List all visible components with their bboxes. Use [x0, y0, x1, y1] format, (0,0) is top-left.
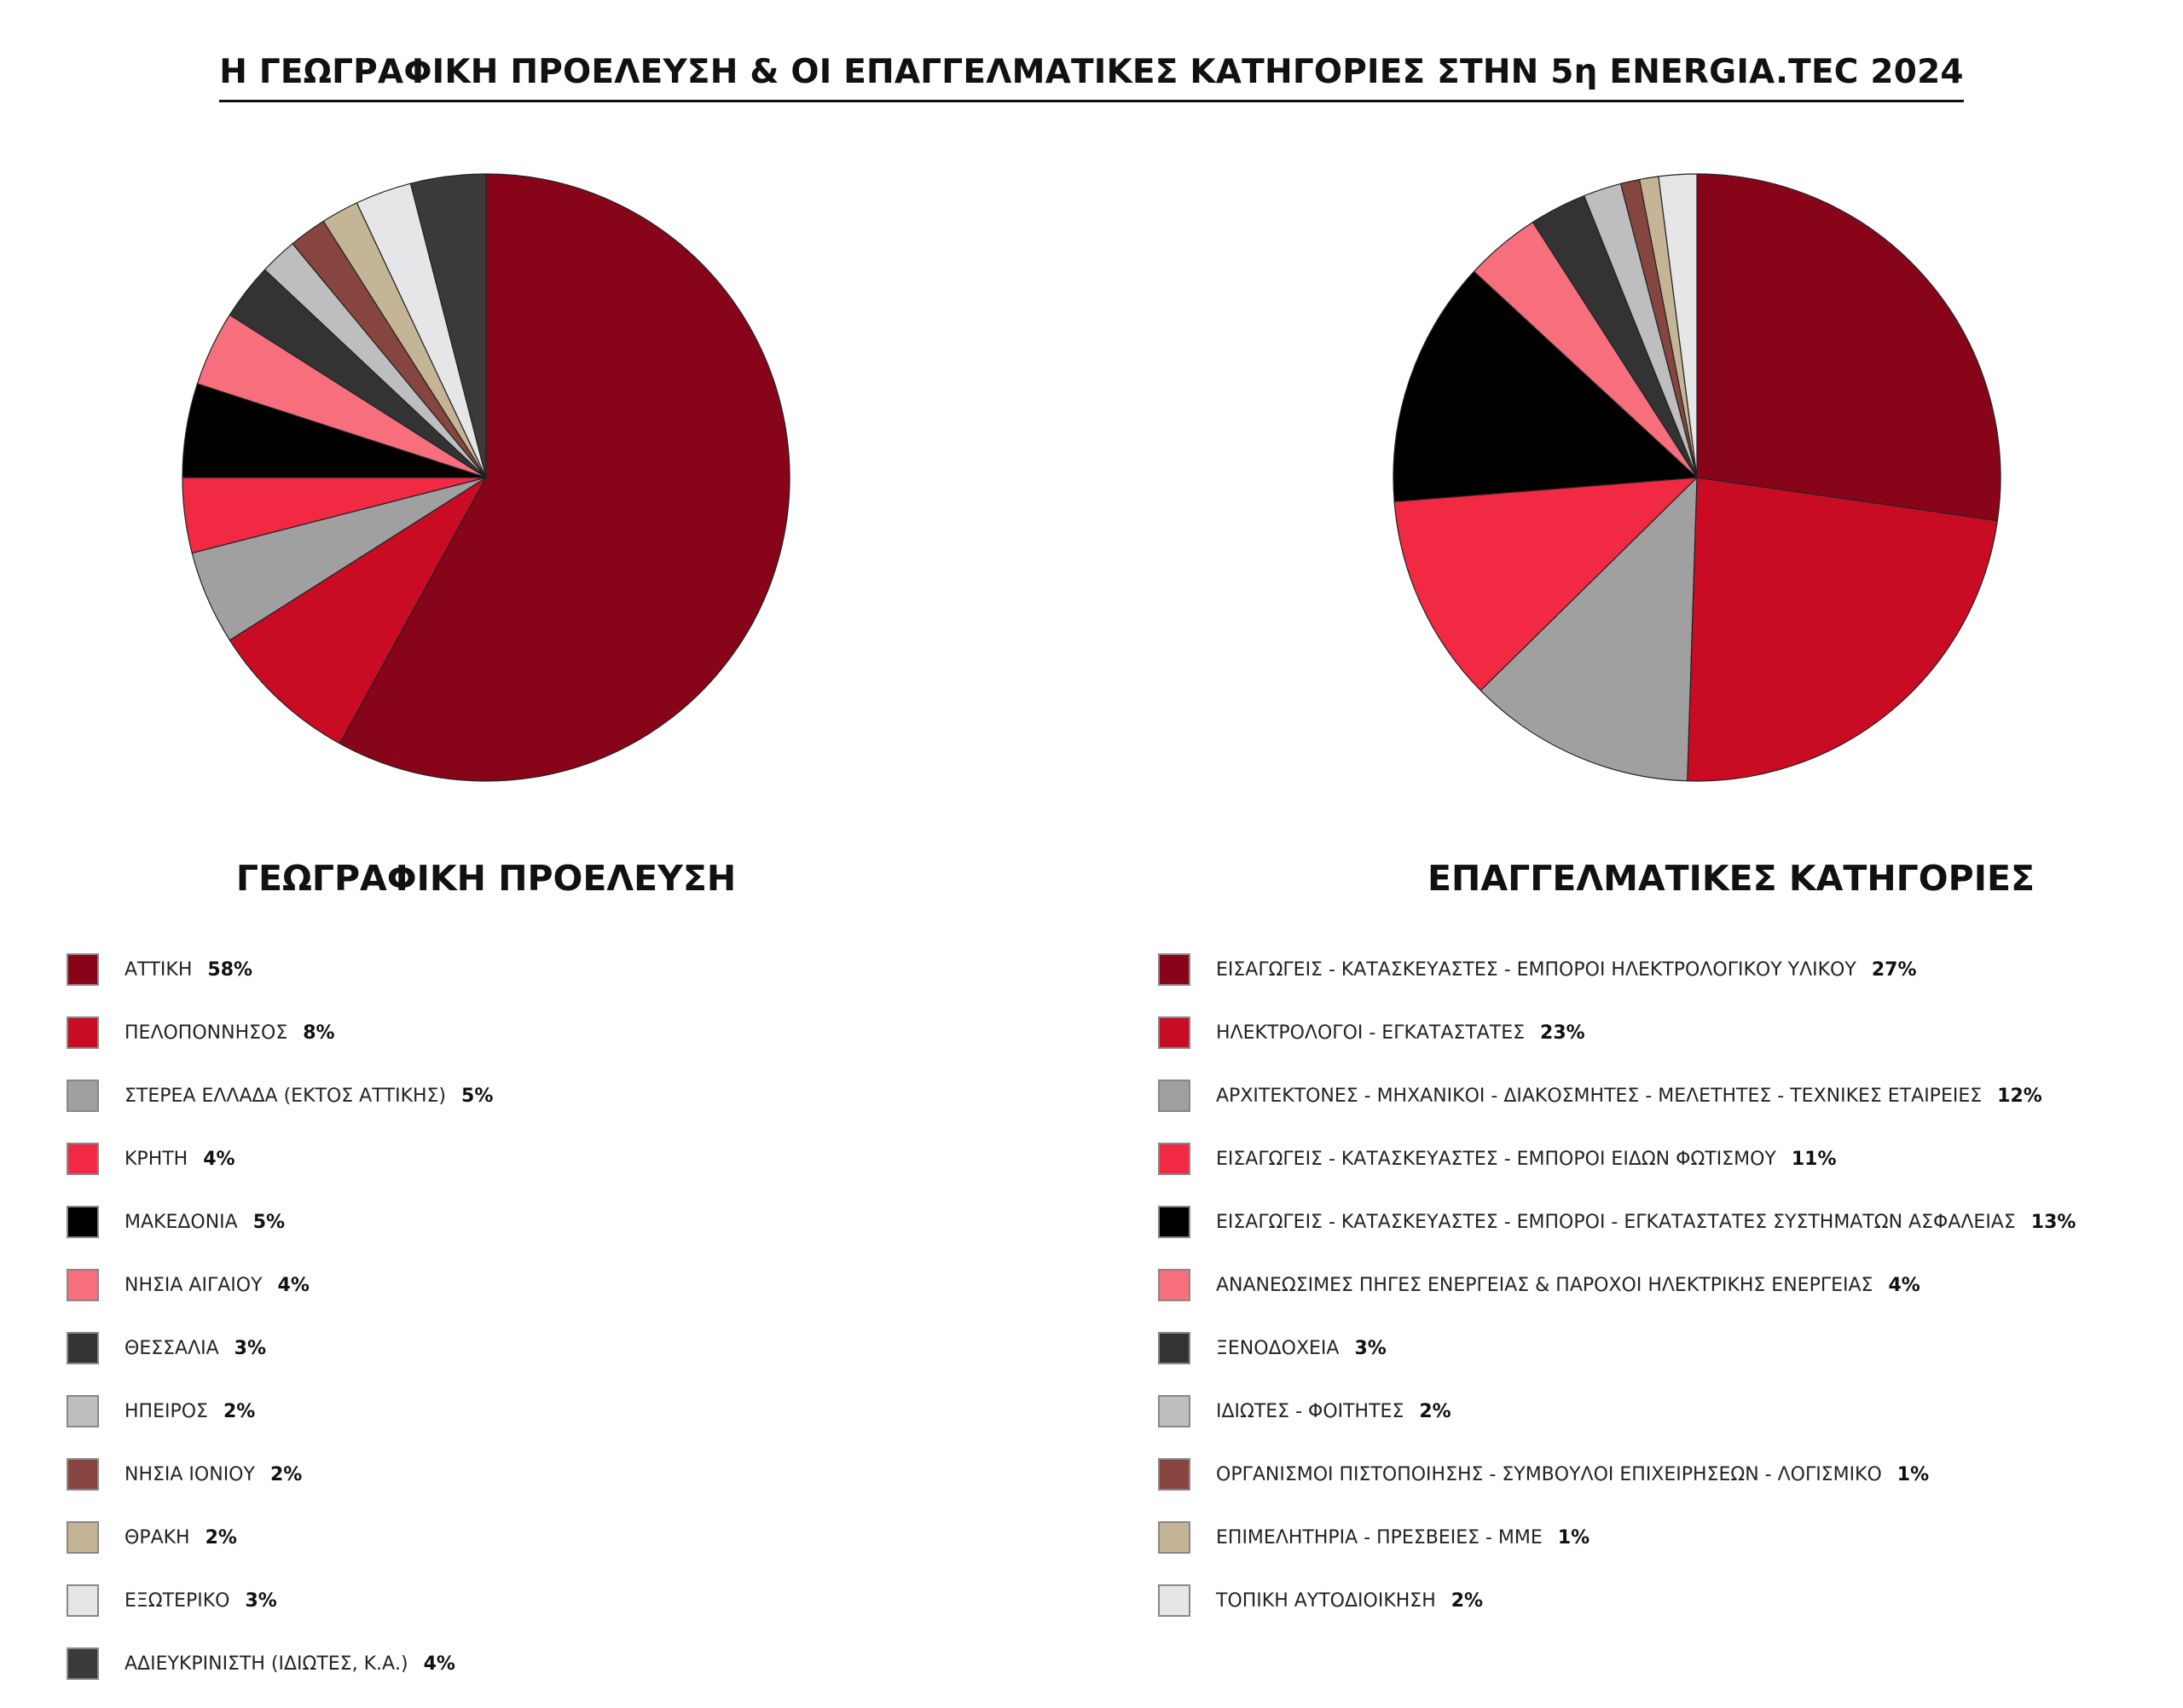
legend-swatch	[67, 1332, 99, 1364]
geography-section-title: ΓΕΩΓΡΑΦΙΚΗ ΠΡΟΕΛΕΥΣΗ	[235, 858, 737, 899]
legend-label: ΚΡΗΤΗ	[124, 1148, 188, 1170]
legend-label: ΙΔΙΩΤΕΣ - ΦΟΙΤΗΤΕΣ	[1216, 1400, 1404, 1422]
legend-item	[1158, 1506, 2076, 1569]
professions-section-title: ΕΠΑΓΓΕΛΜΑΤΙΚΕΣ ΚΑΤΗΓΟΡΙΕΣ	[1427, 858, 2035, 899]
legend-item	[67, 1253, 493, 1317]
pie-slice-prof-1	[1697, 174, 2001, 521]
legend-swatch	[67, 1269, 99, 1301]
legend-item	[67, 1380, 493, 1443]
legend-item	[1158, 1443, 2076, 1506]
legend-item	[1158, 1001, 2076, 1064]
legend-percent: 4%	[277, 1274, 310, 1296]
legend-swatch	[67, 1458, 99, 1491]
legend-label: ΘΕΣΣΑΛΙΑ	[124, 1337, 219, 1359]
legend-item	[1158, 1380, 2076, 1443]
legend-percent: 11%	[1791, 1148, 1837, 1170]
legend-item	[1158, 1253, 2076, 1317]
legend-label: ΞΕΝΟΔΟΧΕΙΑ	[1216, 1337, 1340, 1359]
legend-percent: 3%	[1354, 1337, 1387, 1359]
legend-item	[67, 1001, 493, 1064]
legend-label: ΗΛΕΚΤΡΟΛΟΓΟΙ - ΕΓΚΑΤΑΣΤΑΤΕΣ	[1216, 1022, 1526, 1044]
legend-item	[1158, 1064, 2076, 1127]
legend-percent: 2%	[205, 1526, 237, 1549]
legend-label: ΘΡΑΚΗ	[124, 1526, 190, 1549]
legend-swatch	[67, 953, 99, 986]
legend-item	[1158, 938, 2076, 1001]
legend-swatch	[1158, 1395, 1190, 1427]
legend-label: ΑΔΙΕΥΚΡΙΝΙΣΤΗ (ΙΔΙΩΤΕΣ, Κ.Α.)	[124, 1653, 408, 1675]
legend-percent: 27%	[1871, 958, 1917, 981]
legend-swatch	[1158, 1332, 1190, 1364]
legend-item	[67, 1317, 493, 1380]
legend-label: ΕΙΣΑΓΩΓΕΙΣ - ΚΑΤΑΣΚΕΥΑΣΤΕΣ - ΕΜΠΟΡΟΙ ΗΛΕΚΤΡΟΛΟΓΙΚΟΥ ΥΛΙΚΟΥ	[1216, 958, 1856, 981]
legend-label: ΤΟΠΙΚΗ ΑΥΤΟΔΙΟΙΚΗΣΗ	[1216, 1589, 1436, 1612]
legend-label: ΑΡΧΙΤΕΚΤΟΝΕΣ - ΜΗΧΑΝΙΚΟΙ - ΔΙΑΚΟΣΜΗΤΕΣ - ΜΕΛΕΤΗΤΕΣ - ΤΕΧΝΙΚΕΣ ΕΤΑΙΡΕΙΕΣ	[1216, 1085, 1983, 1107]
legend-swatch	[1158, 1269, 1190, 1301]
professions-legend	[1158, 938, 2076, 1632]
legend-label: ΣΤΕΡΕΑ ΕΛΛΑΔΑ (ΕΚΤΟΣ ΑΤΤΙΚΗΣ)	[124, 1085, 447, 1107]
legend-item	[67, 1064, 493, 1127]
legend-item	[67, 938, 493, 1001]
legend-swatch	[1158, 1143, 1190, 1175]
legend-label: ΝΗΣΙΑ ΑΙΓΑΙΟΥ	[124, 1274, 263, 1296]
legend-percent: 4%	[1888, 1274, 1920, 1296]
legend-swatch	[67, 1143, 99, 1175]
legend-swatch	[67, 1395, 99, 1427]
legend-swatch	[67, 1080, 99, 1112]
legend-swatch	[67, 1521, 99, 1554]
legend-item	[67, 1506, 493, 1569]
page-title: Η ΓΕΩΓΡΑΦΙΚΗ ΠΡΟΕΛΕΥΣΗ & ΟΙ ΕΠΑΓΓΕΛΜΑΤΙΚΕΣ ΚΑΤΗΓΟΡΙΕΣ ΣΤΗΝ 5η ENERGIA.TEC 2024	[219, 53, 1964, 102]
legend-swatch	[1158, 1016, 1190, 1049]
legend-percent: 3%	[234, 1337, 267, 1359]
pie-slice-prof-2	[1688, 478, 1998, 781]
legend-label: ΕΙΣΑΓΩΓΕΙΣ - ΚΑΤΑΣΚΕΥΑΣΤΕΣ - ΕΜΠΟΡΟΙ - ΕΓΚΑΤΑΣΤΑΤΕΣ ΣΥΣΤΗΜΑΤΩΝ ΑΣΦΑΛΕΙΑΣ	[1216, 1211, 2016, 1233]
legend-label: ΕΞΩΤΕΡΙΚΟ	[124, 1589, 230, 1612]
legend-swatch	[1158, 1521, 1190, 1554]
legend-percent: 2%	[1451, 1589, 1484, 1612]
legend-item	[1158, 1317, 2076, 1380]
legend-label: ΕΠΙΜΕΛΗΤΗΡΙΑ - ΠΡΕΣΒΕΙΕΣ - ΜΜΕ	[1216, 1526, 1543, 1549]
legend-swatch	[1158, 1458, 1190, 1491]
pie-chart-professions	[1390, 171, 2004, 785]
legend-percent: 23%	[1540, 1022, 1585, 1044]
legend-percent: 8%	[303, 1022, 335, 1044]
legend-percent: 5%	[252, 1211, 286, 1233]
legend-percent: 3%	[245, 1589, 277, 1612]
legend-item	[1158, 1190, 2076, 1253]
legend-percent: 4%	[203, 1148, 235, 1170]
legend-swatch	[1158, 953, 1190, 986]
legend-percent: 1%	[1557, 1526, 1590, 1549]
legend-item	[67, 1632, 493, 1695]
legend-swatch	[1158, 1584, 1190, 1617]
legend-item	[1158, 1127, 2076, 1190]
legend-swatch	[1158, 1206, 1190, 1238]
legend-percent: 2%	[223, 1400, 256, 1422]
legend-swatch	[67, 1016, 99, 1049]
legend-item	[67, 1127, 493, 1190]
legend-percent: 2%	[1419, 1400, 1451, 1422]
legend-item	[1158, 1569, 2076, 1632]
chart-title-container	[0, 53, 2183, 102]
legend-percent: 1%	[1896, 1463, 1930, 1485]
legend-item	[67, 1569, 493, 1632]
legend-swatch	[67, 1647, 99, 1680]
geography-legend	[67, 938, 493, 1695]
legend-percent: 58%	[207, 958, 253, 981]
legend-percent: 13%	[2030, 1211, 2076, 1233]
legend-label: ΝΗΣΙΑ ΙΟΝΙΟΥ	[124, 1463, 255, 1485]
legend-swatch	[67, 1584, 99, 1617]
legend-label: ΑΝΑΝΕΩΣΙΜΕΣ ΠΗΓΕΣ ΕΝΕΡΓΕΙΑΣ & ΠΑΡΟΧΟΙ ΗΛΕΚΤΡΙΚΗΣ ΕΝΕΡΓΕΙΑΣ	[1216, 1274, 1873, 1296]
legend-label: ΗΠΕΙΡΟΣ	[124, 1400, 208, 1422]
legend-label: ΟΡΓΑΝΙΣΜΟΙ ΠΙΣΤΟΠΟΙΗΣΗΣ - ΣΥΜΒΟΥΛΟΙ ΕΠΙΧΕΙΡΗΣΕΩΝ - ΛΟΓΙΣΜΙΚΟ	[1216, 1463, 1882, 1485]
legend-label: ΜΑΚΕΔΟΝΙΑ	[124, 1211, 238, 1233]
pie-chart-geography	[179, 171, 793, 785]
legend-item	[67, 1190, 493, 1253]
legend-percent: 4%	[423, 1653, 455, 1675]
legend-swatch	[1158, 1080, 1190, 1112]
legend-label: ΠΕΛΟΠΟΝΝΗΣΟΣ	[124, 1022, 288, 1044]
legend-item	[67, 1443, 493, 1506]
legend-label: ΕΙΣΑΓΩΓΕΙΣ - ΚΑΤΑΣΚΕΥΑΣΤΕΣ - ΕΜΠΟΡΟΙ ΕΙΔΩΝ ΦΩΤΙΣΜΟΥ	[1216, 1148, 1776, 1170]
legend-percent: 2%	[269, 1463, 303, 1485]
legend-label: ΑΤΤΙΚΗ	[124, 958, 193, 981]
legend-swatch	[67, 1206, 99, 1238]
legend-percent: 5%	[461, 1085, 494, 1107]
legend-percent: 12%	[1997, 1085, 2042, 1107]
